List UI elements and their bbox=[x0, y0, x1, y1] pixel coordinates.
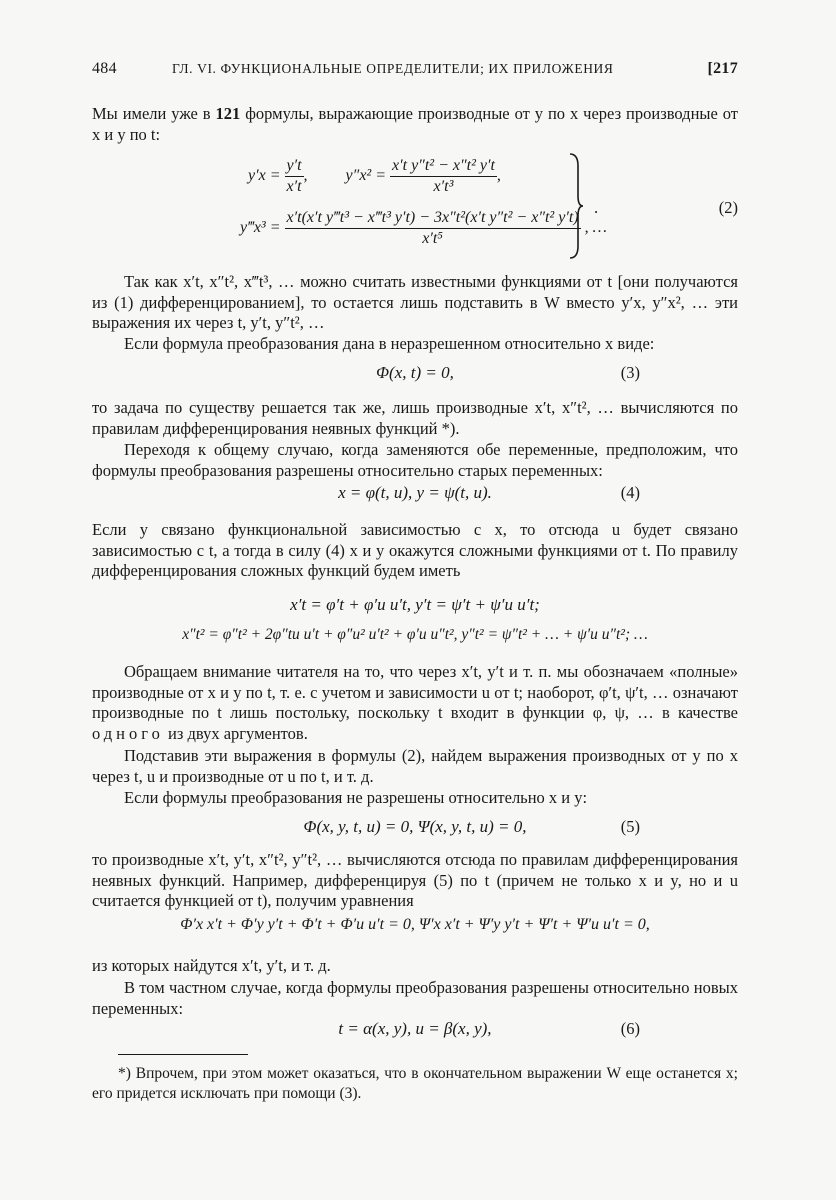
formula-line-1 bbox=[248, 156, 501, 197]
fraction bbox=[285, 156, 304, 197]
numerator: x′t(x′t y‴t³ − x‴t³ y′t) − 3x″t²(x′t y″t² − x″t² y′t) bbox=[285, 208, 581, 229]
formula: x = φ(t, u), y = ψ(t, u). bbox=[338, 483, 492, 502]
text-span: формулы, выражающие производные от y по x через производные от x и y по t: bbox=[92, 104, 738, 144]
denominator: x′t³ bbox=[433, 178, 454, 195]
equation-number: (6) bbox=[620, 1019, 640, 1038]
formula-derivatives-1: x′t = φ′t + φ′u u′t, y′t = ψ′t + ψ′u u′t; bbox=[290, 595, 540, 614]
paragraph: Если формула преобразования дана в неразрешенном относительно x виде: bbox=[124, 334, 655, 353]
fraction bbox=[285, 208, 581, 249]
running-header bbox=[92, 60, 738, 86]
chapter-title: ГЛ. VI. ФУНКЦИОНАЛЬНЫЕ ОПРЕДЕЛИТЕЛИ; ИХ ПРИЛОЖЕНИЯ bbox=[172, 61, 614, 76]
section-number: [217 bbox=[707, 60, 738, 77]
formula-line-2 bbox=[240, 208, 607, 249]
equation-number: (2) bbox=[718, 198, 738, 217]
footnote: *) Впрочем, при этом может оказаться, что в окончательном выражении W еще останется x; его придется исключать при помощи (3). bbox=[92, 1065, 738, 1102]
equation-number: (4) bbox=[620, 483, 640, 502]
section-ref: 121 bbox=[215, 104, 241, 123]
emphasized-word: одного bbox=[92, 723, 164, 743]
formula-lhs: y‴x³ = bbox=[240, 219, 281, 237]
formula-dot: . bbox=[594, 198, 599, 217]
footnote-divider bbox=[118, 1054, 248, 1055]
paragraph: Переходя к общему случаю, когда заменяются обе переменные, предположим, что формулы преобразования разрешены относительно старых переменных: bbox=[92, 440, 738, 480]
formula-lhs: y′x = bbox=[248, 167, 281, 185]
denominator: x′t⁵ bbox=[422, 230, 443, 247]
formula-lhs: y″x² = bbox=[345, 167, 387, 185]
paragraph: Подставив эти выражения в формулы (2), найдем выражения производных от y по x через t, u и производные от u по t, и т. д. bbox=[92, 746, 738, 786]
paragraph: В том частном случае, когда формулы преобразования разрешены относительно новых переменных: bbox=[92, 978, 738, 1018]
equation-number: (5) bbox=[620, 817, 640, 836]
paragraph: Так как x′t, x″t², x‴t³, … можно считать известными функциями от t [они получаются из (1) дифференцированием], то остается лишь подставить в W вместо y′x, y″x², … эти выражения их через t, y′t, y″t², … bbox=[92, 272, 738, 332]
paragraph: из которых найдутся x′t, y′t, и т. д. bbox=[92, 956, 331, 975]
paragraph: то задача по существу решается так же, лишь производные x′t, x″t², … вычисляются по правилам дифференцирования неявных функций *). bbox=[92, 398, 738, 438]
paragraph-intro bbox=[92, 104, 738, 145]
formula-implicit: Φ′x x′t + Φ′y y′t + Φ′t + Φ′u u′t = 0, Ψ′x x′t + Ψ′y y′t + Ψ′t + Ψ′u u′t = 0, bbox=[180, 916, 650, 933]
fraction bbox=[390, 156, 497, 197]
text-span: Мы имели уже в bbox=[92, 104, 216, 123]
comma: , bbox=[303, 167, 308, 185]
right-brace-icon bbox=[568, 152, 584, 260]
formula-6 bbox=[92, 1018, 738, 1040]
page-number: 484 bbox=[92, 60, 117, 77]
formula-derivatives-2: x″t² = φ″t² + 2φ″tu u′t + φ″u² u′t² + φ′u u″t², y″t² = ψ″t² + … + ψ′u u″t²; … bbox=[182, 626, 648, 643]
formula-4 bbox=[92, 482, 738, 504]
numerator: x′t y″t² − x″t² y′t bbox=[390, 156, 497, 177]
numerator: y′t bbox=[285, 156, 304, 177]
text-span: Обращаем внимание читателя на то, что через x′t, y′t и т. п. мы обозначаем «полные» производные от x и y по t, т. е. с учетом и зависимости u от t; наоборот, φ′t, ψ′t, … означают производные по t лишь постольку, поскольку t входит в функции φ, ψ, … в качестве bbox=[92, 662, 738, 722]
formula: t = α(x, y), u = β(x, y), bbox=[338, 1019, 492, 1038]
formula-5 bbox=[92, 816, 738, 838]
formula: Φ(x, t) = 0, bbox=[376, 363, 454, 382]
paragraph: Если формулы преобразования не разрешены относительно x и y: bbox=[124, 788, 588, 807]
paragraph: то производные x′t, y′t, x″t², y″t², … вычисляются отсюда по правилам дифференцирования неявных функций. Например, дифференцируя (5) по t (причем не только x и y, но и u считается функцией от t), получим уравнения bbox=[92, 850, 738, 910]
formula: Φ(x, y, t, u) = 0, Ψ(x, y, t, u) = 0, bbox=[303, 817, 527, 836]
denominator: x′t bbox=[286, 178, 302, 195]
formula-3 bbox=[92, 362, 738, 384]
paragraph bbox=[92, 662, 738, 744]
paragraph: Если y связано функциональной зависимостью с x, то отсюда u будет связано зависимостью с t, а тогда в силу (4) x и y окажутся сложными функциями от t. По правилу дифференцирования сложных функций будем иметь bbox=[92, 520, 738, 580]
comma: , bbox=[496, 167, 501, 185]
equation-number: (3) bbox=[620, 363, 640, 382]
text-span: из двух аргументов. bbox=[163, 723, 308, 743]
ellipsis: , … bbox=[584, 219, 607, 237]
